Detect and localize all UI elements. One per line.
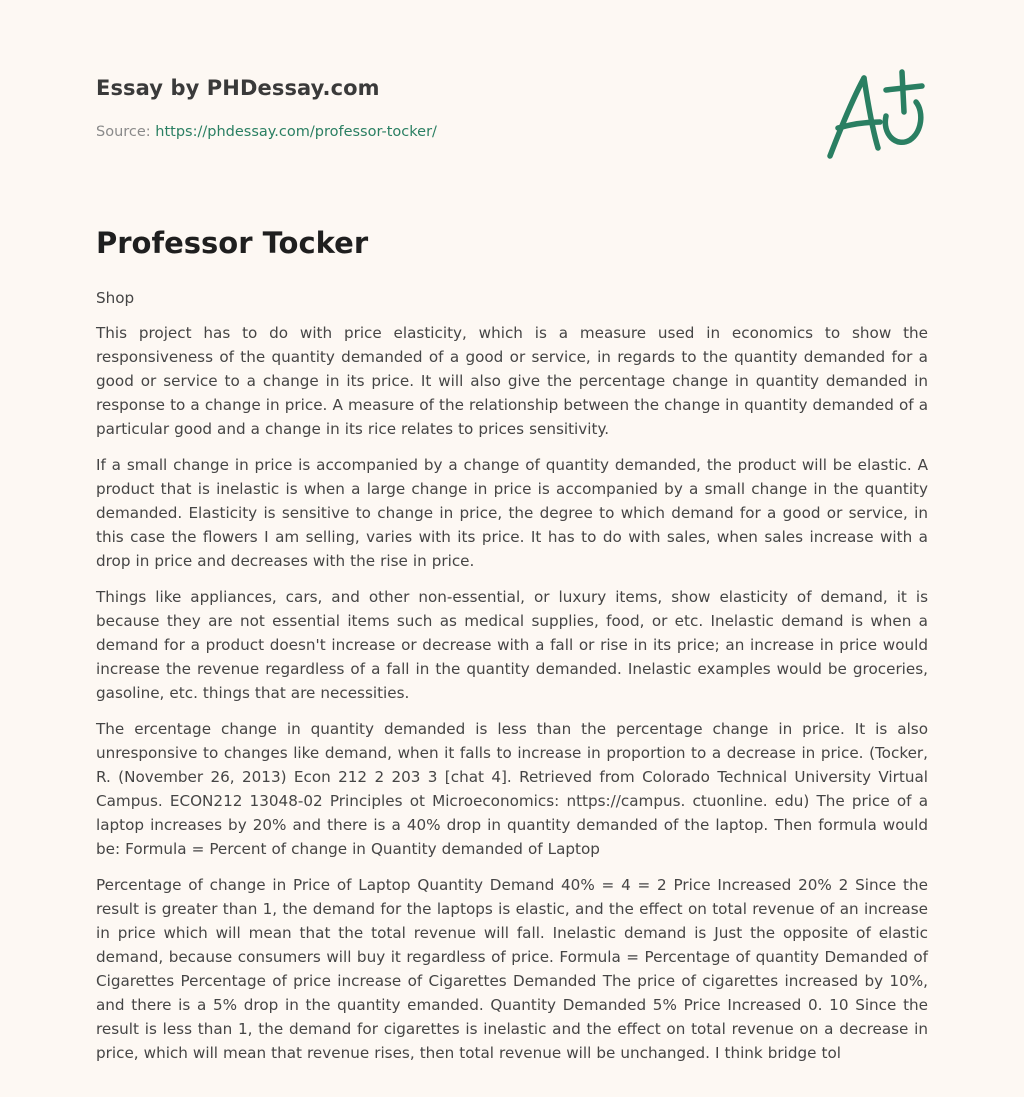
a-plus-logo-icon [824, 68, 928, 164]
source-line [96, 124, 437, 140]
source-link[interactable]: https://phdessay.com/professor-tocker/ [155, 124, 437, 140]
essay-paragraph: Percentage of change in Price of Laptop Quantity Demand 40% = 4 = 2 Price Increased 20% 2 Since the result is greater than 1, the demand for the laptops is elastic, and the effect on total revenue of an increase in price which will mean that the total revenue will fall. Inelastic demand is Just the opposite of elastic demand, because consumers will buy it regardless of price. Formula = Percentage of quantity Demanded of Cigarettes Percentage of price increase of Cigarettes Demanded The price of cigarettes increased by 10%, and there is a 5% drop in the quantity emanded. Quantity Demanded 5% Price Increased 0. 10 Since the result is less than 1, the demand for cigarettes is inelastic and the effect on total revenue on a decrease in price, which will mean that revenue rises, then total revenue will be unchanged. I think bridge tol [96, 876, 928, 1062]
essay-paragraph: If a small change in price is accompanied by a change of quantity demanded, the product will be elastic. A product that is inelastic is when a large change in price is accompanied by a small change in the quantity demanded. Elasticity is sensitive to change in price, the degree to which demand for a good or service, in this case the flowers I am selling, varies with its price. It has to do with sales, when sales increase with a drop in price and decreases with the rise in price. [96, 456, 928, 570]
source-label: Source: [96, 124, 156, 140]
page-header [96, 76, 928, 176]
essay-paragraph: The ercentage change in quantity demanded is less than the percentage change in price. It is also unresponsive to changes like demand, when it falls to increase in proportion to a decrease in price. (Tocker, R. (November 26, 2013) Econ 212 2 203 3 [chat 4]. Retrieved from Colorado Technical University Virtual Campus. ECON212 13048-02 Principles ot Microeconomics: nttps://campus. ctuonline. edu) The price of a laptop increases by 20% and there is a 40% drop in quantity demanded of the laptop. Then formula would be: Formula = Percent of change in Quantity demanded of Laptop [96, 720, 928, 858]
essay-body [96, 286, 928, 1077]
essay-category: Shop [96, 289, 135, 307]
essay-title: Professor Tocker [96, 226, 369, 260]
site-brand: Essay by PHDessay.com [96, 76, 380, 100]
essay-paragraph: This project has to do with price elasticity, which is a measure used in economics to show the responsiveness of the quantity demanded of a good or service, in regards to the quantity demanded for a good or service to a change in its price. It will also give the percentage change in quantity demanded in response to a change in price. A measure of the relationship between the change in quantity demanded of a particular good and a change in its rice relates to prices sensitivity. [96, 324, 928, 438]
essay-paragraph: Things like appliances, cars, and other non-essential, or luxury items, show elasticity of demand, it is because they are not essential items such as medical supplies, food, or etc. Inelastic demand is when a demand for a product doesn't increase or decrease with a fall or rise in its price; an increase in price would increase the revenue regardless of a fall in the quantity demanded. Inelastic examples would be groceries, gasoline, etc. things that are necessities. [96, 588, 928, 702]
